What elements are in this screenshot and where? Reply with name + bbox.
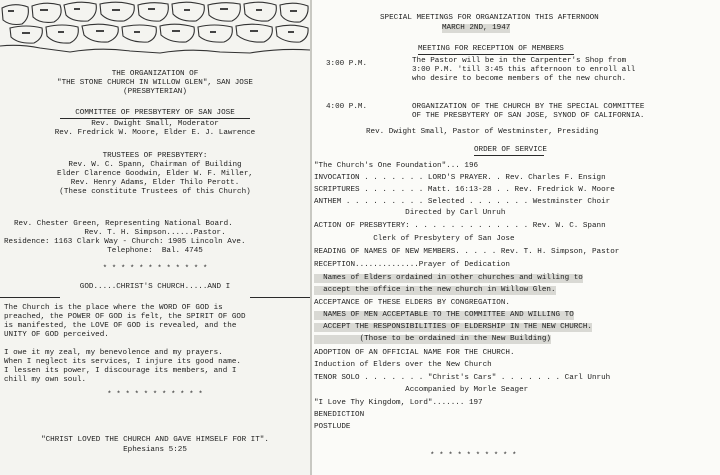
scripture-verse: "CHRIST LOVED THE CHURCH AND GAVE HIMSELF FOR IT". [41, 436, 269, 444]
paragraph-1-line-3: is manifested, the LOVE OF GOD is revealed, and the [4, 322, 237, 330]
meeting-heading-underline [418, 54, 574, 55]
order-item-8: READING OF NAMES OF NEW MEMBERS. . . . . Rev. T. H. Simpson, Pastor [314, 248, 620, 256]
order-item-20: "I Love Thy Kingdom, Lord"....... 197 [314, 399, 483, 407]
paragraph-2-line-3: I lessen its power, I discourage its members, and I [4, 367, 237, 375]
time-3pm-line-3: who desire to become members of the new church. [412, 75, 627, 83]
presiding-line: Rev. Dwight Small, Pastor of Westminster, Presiding [366, 128, 599, 136]
order-item-6: ACTION OF PRESBYTERY: . . . . . . . . . . . . . Rev. W. C. Spann [314, 222, 606, 230]
residence-line: Residence: 1163 Clark Way - Church: 1905 Lincoln Ave. [4, 238, 246, 246]
meeting-heading: MEETING FOR RECEPTION OF MEMBERS [418, 45, 564, 53]
board-line-1: Rev. Chester Green, Representing National Board. [14, 220, 233, 228]
time-4pm: 4:00 P.M. [326, 103, 368, 111]
order-item-13: NAMES OF MEN ACCEPTABLE TO THE COMMITTEE AND WILLING TO [314, 311, 574, 319]
rule-left [0, 297, 60, 298]
paragraph-2-line-1: I owe it my zeal, my benevolence and my prayers. [4, 349, 223, 357]
meetings-header: SPECIAL MEETINGS FOR ORGANIZATION THIS AFTERNOON [380, 14, 599, 22]
order-item-1: "The Church's One Foundation"... 196 [314, 162, 479, 170]
order-item-5: Directed by Carl Unruh [314, 209, 506, 217]
trustee-line-4: (These constitute Trustees of this Church) [59, 188, 251, 196]
stars-divider-3: * * * * * * * * * * [430, 452, 517, 460]
trustee-line-3: Rev. Henry Adams, Elder Thilo Perott. [70, 179, 240, 187]
right-panel [312, 0, 720, 475]
stars-divider-1: * * * * * * * * * * * * [102, 265, 208, 273]
paragraph-2-line-4: chill my own soul. [4, 376, 87, 384]
org-title-line-3: (PRESBYTERIAN) [123, 88, 187, 96]
scripture-reference: Ephesians 5:25 [123, 446, 187, 454]
paragraph-1-line-2: preached, the POWER OF GOD is felt, the SPIRIT OF GOD [4, 313, 246, 321]
committee-underline [60, 118, 250, 119]
order-of-service-heading: ORDER OF SERVICE [474, 146, 547, 154]
pastor-line: Rev. T. H. Simpson......Pastor. [84, 229, 226, 237]
meetings-date: MARCH 2ND, 1947 [442, 24, 511, 32]
order-heading-underline [474, 155, 544, 156]
order-item-12: ACCEPTANCE OF THESE ELDERS BY CONGREGATION. [314, 299, 510, 307]
order-item-3: SCRIPTURES . . . . . . . Matt. 16:13-28 . . Rev. Fredrick W. Moore [314, 186, 615, 194]
trustee-line-1: Rev. W. C. Spann, Chairman of Building [68, 161, 242, 169]
rule-right [250, 297, 310, 298]
order-item-16: ADOPTION OF AN OFFICIAL NAME FOR THE CHURCH. [314, 349, 515, 357]
org-title-line-2: "THE STONE CHURCH IN WILLOW GLEN", SAN JOSE [57, 79, 253, 87]
time-3pm: 3:00 P.M. [326, 60, 368, 68]
time-3pm-line-1: The Pastor will be in the Carpenter's Shop from [412, 57, 627, 65]
god-heading: GOD.....CHRIST'S CHURCH.....AND I [79, 283, 231, 291]
order-item-19: Accompanied by Morle Seager [314, 386, 529, 394]
trustees-heading: TRUSTEES OF PRESBYTERY: [102, 152, 208, 160]
order-item-22: POSTLUDE [314, 423, 351, 431]
committee-heading: COMMITTEE OF PRESBYTERY OF SAN JOSE [75, 109, 235, 117]
telephone-line: Telephone: Bal. 4745 [107, 247, 203, 255]
paragraph-1-line-4: UNITY OF GOD perceived. [4, 331, 109, 339]
time-3pm-line-2: 3:00 P.M. 'till 3:45 this afternoon to enroll all [412, 66, 636, 74]
order-item-7: Clerk of Presbytery of San Jose [314, 235, 515, 243]
order-item-9: RECEPTION..............Prayer of Dedication [314, 261, 510, 269]
order-item-2: INVOCATION . . . . . . . LORD'S PRAYER. . Rev. Charles F. Ensign [314, 174, 606, 182]
order-item-21: BENEDICTION [314, 411, 365, 419]
order-item-11: accept the office in the new church in Willow Glen. [314, 286, 556, 294]
org-title-line-1: THE ORGANIZATION OF [111, 70, 199, 78]
committee-members: Rev. Fredrick W. Moore, Elder E. J. Lawrence [54, 129, 256, 137]
order-item-18: TENOR SOLO . . . . . . . "Christ's Cars" . . . . . . . Carl Unruh [314, 374, 611, 382]
order-item-15: (Those to be ordained in the New Building) [314, 335, 551, 343]
order-item-17: Induction of Elders over the New Church [314, 361, 492, 369]
order-item-4: ANTHEM . . . . . . . . . Selected . . . . . . . Westminster Choir [314, 198, 611, 206]
paragraph-1-line-1: The Church is the place where the WORD OF GOD is [4, 304, 223, 312]
order-item-10: Names of Elders ordained in other churches and willing to [314, 274, 583, 282]
time-4pm-line-1: ORGANIZATION OF THE CHURCH BY THE SPECIAL COMMITTEE [412, 103, 645, 111]
committee-moderator: Rev. Dwight Small, Moderator [91, 120, 219, 128]
order-item-14: ACCEPT THE RESPONSIBILITIES OF ELDERSHIP IN THE NEW CHURCH. [314, 323, 592, 331]
left-panel [0, 0, 310, 475]
paragraph-2-line-2: When I neglect its services, I injure its good name. [4, 358, 241, 366]
stars-divider-2: * * * * * * * * * * * [107, 391, 203, 399]
time-4pm-line-2: OF THE PRESBYTERY OF SAN JOSE, SYNOD OF CALIFORNIA. [412, 112, 645, 120]
stone-wall-illustration [0, 0, 310, 62]
trustee-line-2: Elder Clarence Goodwin, Elder W. F. Miller, [57, 170, 253, 178]
